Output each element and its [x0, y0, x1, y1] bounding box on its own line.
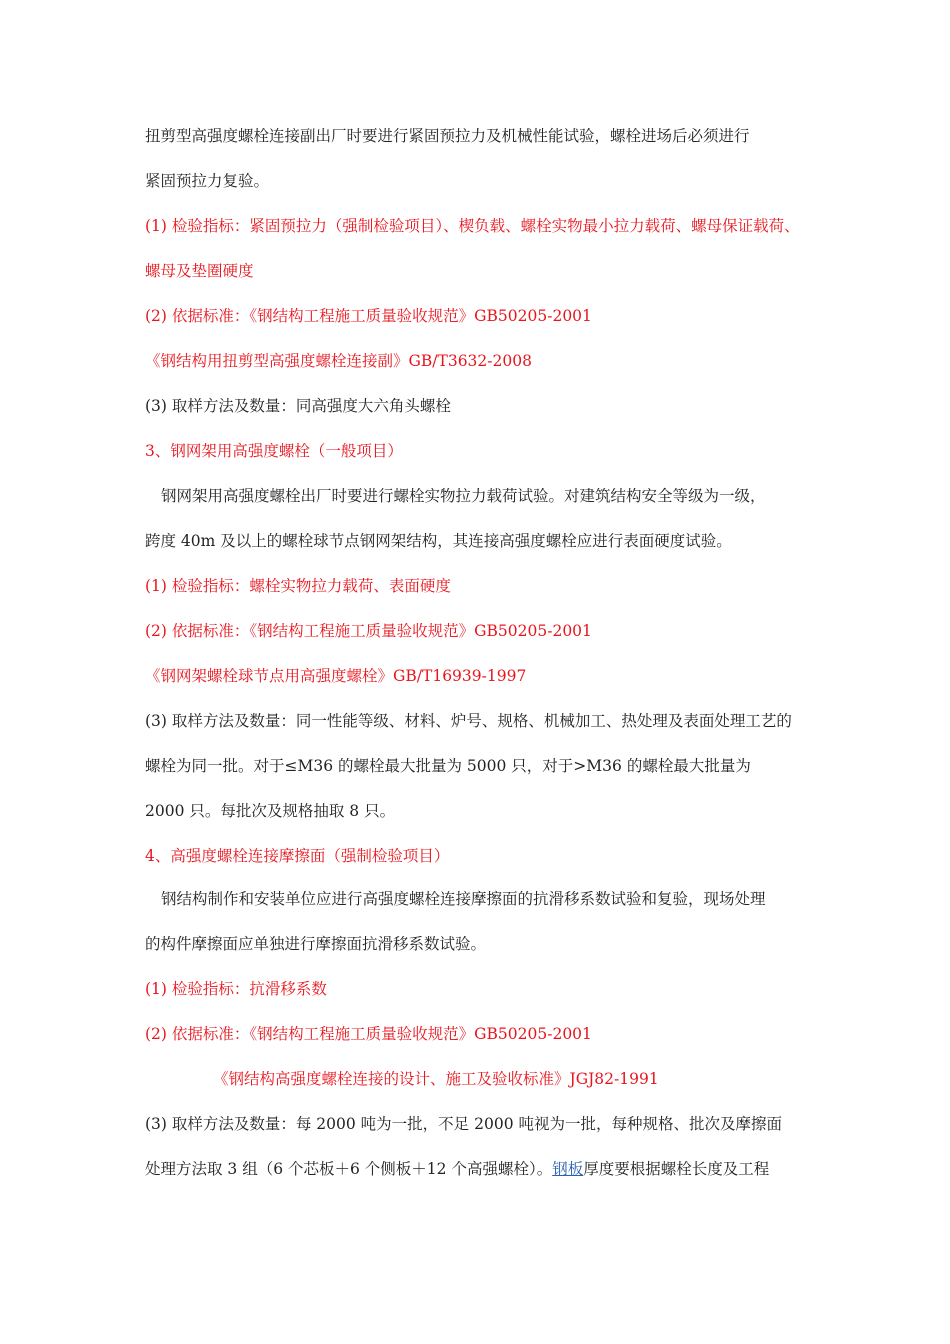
steel-plate-link[interactable]: 钢板: [552, 1160, 584, 1178]
paragraph-line: 钢结构制作和安装单位应进行高强度螺栓连接摩擦面的抗滑移系数试验和复验，现场处理: [161, 890, 766, 908]
inspection-index-line: (1) 检验指标：螺栓实物拉力载荷、表面硬度: [145, 577, 451, 595]
inspection-index-line: (1) 检验指标：紧固预拉力（强制检验项目）、楔负载、螺栓实物最小拉力载荷、螺母保证载荷、: [145, 217, 800, 235]
standard-line: (2) 依据标准：《钢结构工程施工质量验收规范》GB50205-2001: [145, 307, 592, 325]
sampling-line: 螺栓为同一批。对于≤M36 的螺栓最大批量为 5000 只，对于>M36 的螺栓最大批量为: [145, 757, 751, 775]
sampling-text: 处理方法取 3 组（6 个芯板＋6 个侧板＋12 个高强螺栓）。: [145, 1160, 553, 1178]
paragraph-line: 紧固预拉力复验。: [145, 172, 270, 190]
section-heading: 3、钢网架用高强度螺栓（一般项目）: [145, 442, 403, 460]
paragraph-line: 跨度 40m 及以上的螺栓球节点钢网架结构，其连接高强度螺栓应进行表面硬度试验。: [145, 532, 732, 550]
paragraph-line: 扭剪型高强度螺栓连接副出厂时要进行紧固预拉力及机械性能试验，螺栓进场后必须进行: [145, 127, 750, 145]
sampling-line: (3) 取样方法及数量：每 2000 吨为一批，不足 2000 吨视为一批，每种规格、批次及摩擦面: [145, 1115, 782, 1133]
sampling-line: [145, 1158, 769, 1180]
inspection-index-line: (1) 检验指标：抗滑移系数: [145, 980, 327, 998]
standard-line: 《钢网架螺栓球节点用高强度螺栓》GB/T16939-1997: [145, 667, 527, 685]
sampling-line: 2000 只。每批次及规格抽取 8 只。: [145, 802, 396, 820]
inspection-index-line: 螺母及垫圈硬度: [145, 262, 254, 280]
standard-line: (2) 依据标准：《钢结构工程施工质量验收规范》GB50205-2001: [145, 622, 592, 640]
sampling-line: (3) 取样方法及数量：同高强度大六角头螺栓: [145, 397, 451, 415]
sampling-line: (3) 取样方法及数量：同一性能等级、材料、炉号、规格、机械加工、热处理及表面处理工艺的: [145, 712, 792, 730]
standard-line: (2) 依据标准：《钢结构工程施工质量验收规范》GB50205-2001: [145, 1025, 592, 1043]
standard-line: 《钢结构高强度螺栓连接的设计、施工及验收标准》JGJ82-1991: [213, 1070, 659, 1088]
section-heading: 4、高强度螺栓连接摩擦面（强制检验项目）: [145, 847, 450, 865]
standard-line: 《钢结构用扭剪型高强度螺栓连接副》GB/T3632-2008: [145, 352, 532, 370]
sampling-text: 厚度要根据螺栓长度及工程: [583, 1160, 770, 1178]
paragraph-line: 的构件摩擦面应单独进行摩擦面抗滑移系数试验。: [145, 935, 487, 953]
paragraph-line: 钢网架用高强度螺栓出厂时要进行螺栓实物拉力载荷试验。对建筑结构安全等级为一级，: [161, 487, 766, 505]
